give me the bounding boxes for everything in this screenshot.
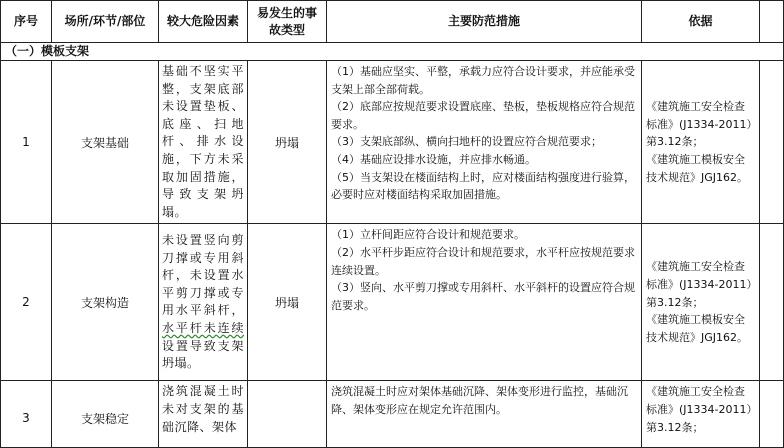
row-basis: [642, 61, 760, 224]
table-row: [1, 224, 784, 381]
row-measures: [327, 224, 642, 381]
row-measures: [327, 61, 642, 224]
header-measures: 主要防范措施: [327, 1, 642, 43]
measure-line: （4）基础应设排水设施，并应排水畅通。: [331, 152, 536, 166]
header-risk: 较大危险因素: [159, 1, 248, 43]
row-accident: 坍塌: [248, 61, 327, 224]
row-extra: [760, 61, 784, 224]
table-row: [1, 381, 784, 448]
row-place: 支架构造: [52, 224, 159, 381]
row-extra: [760, 381, 784, 448]
header-row: [1, 1, 784, 43]
row-accident: [248, 381, 327, 448]
row-risk: 基础不坚实平整，支架底部未设置垫板、底座、扫地杆、排水设施，下方未采取加固措施，导致支架坍塌。: [159, 61, 248, 224]
header-no: 序号: [1, 1, 52, 43]
row-risk: [159, 224, 248, 381]
measure-line: （1）立杆间距应符合设计和规范要求。: [331, 228, 525, 242]
row-risk: 浇筑混凝土时未对支架的基础沉降、架体: [159, 381, 248, 448]
basis-line: 《建筑施工安全检查标准》(J1334-2011）第3.12条；: [646, 100, 752, 149]
row-no: 1: [1, 61, 52, 224]
basis-line: 《建筑施工模板安全技术规范》JGJ162。: [646, 152, 749, 184]
row-basis: [642, 381, 760, 448]
measure-line: （2）底部应按规范要求设置底座、垫板，垫板规格应符合规范要求。: [331, 100, 635, 131]
header-extra: [760, 1, 784, 43]
risk-text-tail: 设置导致支架坍塌。: [162, 338, 244, 371]
risk-text: 未设置竖向剪刀撑或专用斜杆，未设置水平剪刀撑或专用水平斜杆，: [162, 232, 244, 318]
row-measures: [327, 381, 642, 448]
row-place: 支架基础: [52, 61, 159, 224]
measure-line: （3）支架底部纵、横向扫地杆的设置应符合规范要求；: [331, 135, 602, 149]
measure-line: 浇筑混凝土时应对架体基础沉降、架体变形进行监控，基础沉降、架体变形应在规定允许范围内。: [331, 385, 628, 416]
row-accident: 坍塌: [248, 224, 327, 381]
measure-line: （3）竖向、水平剪刀撑或专用斜杆、水平斜杆的设置应符合规范要求。: [331, 281, 635, 312]
row-no: 2: [1, 224, 52, 381]
basis-line: 《建筑施工模板安全技术规范》JGJ162。: [646, 313, 749, 344]
measure-line: （2）水平杆步距应符合设计和规范要求，水平杆应按规范要求连续设置。: [331, 245, 635, 277]
section-title: （一）模板支架: [1, 43, 784, 61]
header-basis: 依据: [642, 1, 760, 43]
measure-line: （5）当支架设在楼面结构上时，应对楼面结构强度进行验算，必要时应对楼面结构采取加固措施。: [331, 170, 635, 202]
measure-line: （1）基础应坚实、平整，承载力应符合设计要求，并应能承受支架上部全部荷载。: [331, 65, 635, 96]
risk-text-flagged: 水平杆未连续: [162, 320, 244, 335]
row-no: 3: [1, 381, 52, 448]
row-extra: [760, 224, 784, 381]
header-accident: 易发生的事故类型: [248, 1, 327, 43]
section-row: [1, 43, 784, 61]
table-row: [1, 61, 784, 224]
basis-line: 《建筑施工安全检查标准》(J1334-2011）第3.12条；: [646, 260, 752, 309]
row-place: 支架稳定: [52, 381, 159, 448]
header-place: 场所/环节/部位: [52, 1, 159, 43]
row-basis: [642, 224, 760, 381]
basis-line: 《建筑施工安全检查标准》(J1334-2011）第3.12条；: [646, 385, 752, 434]
